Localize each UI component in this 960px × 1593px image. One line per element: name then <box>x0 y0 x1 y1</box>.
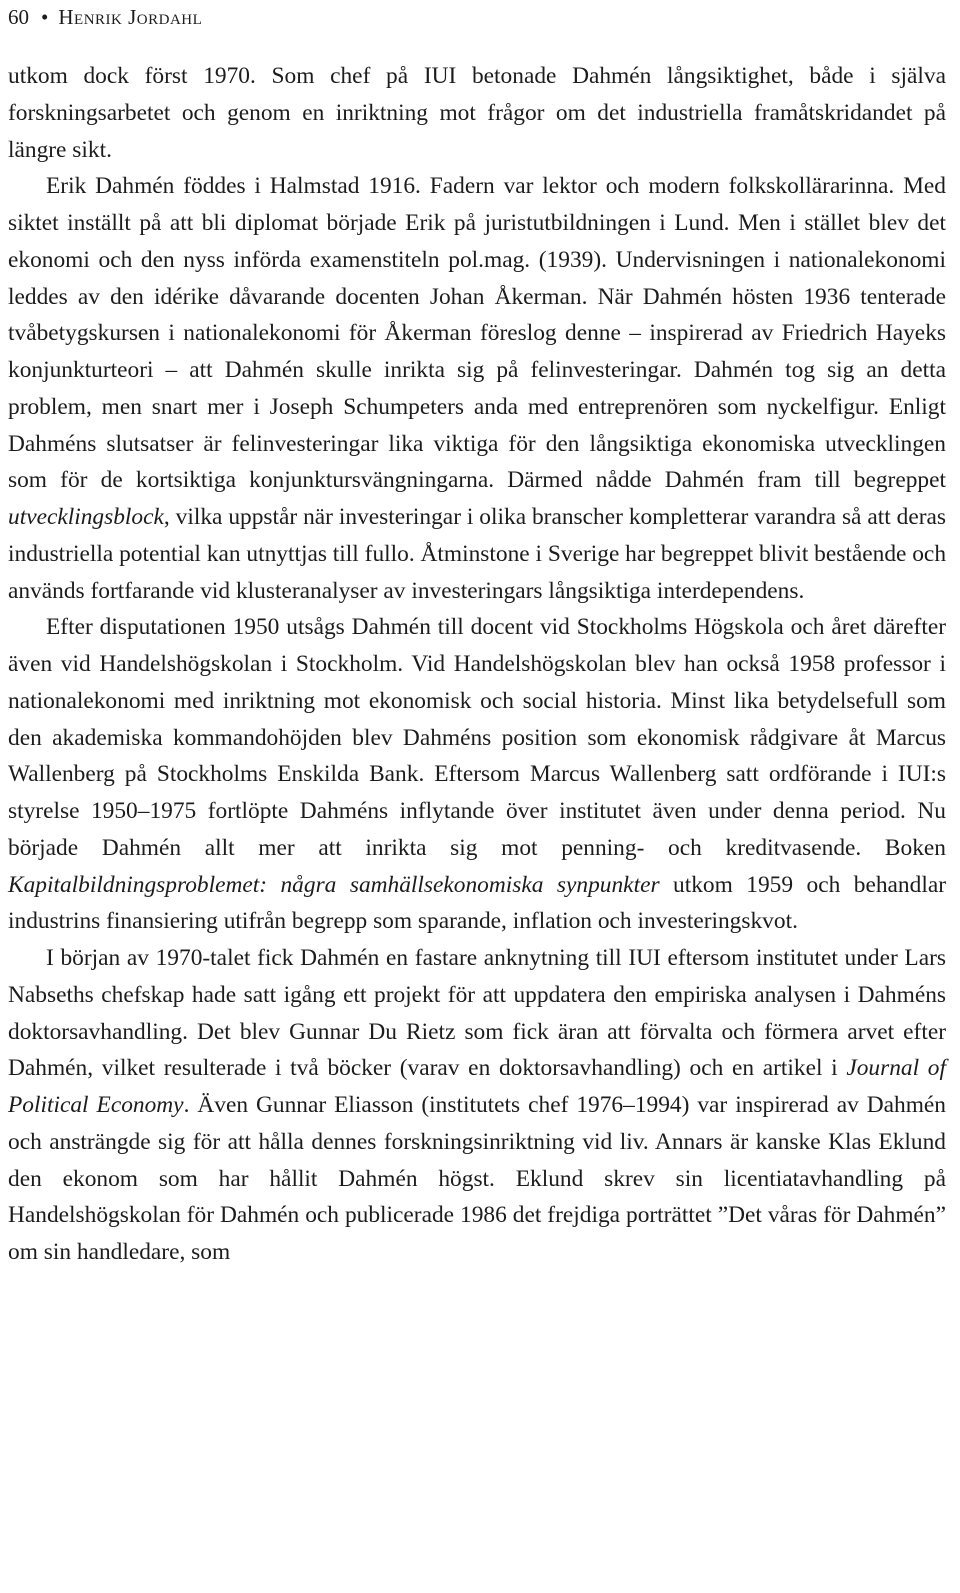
paragraph-3-text-b: utkom 1959 och behandlar industrins finansiering utifrån begrepp som sparande, inflation och investeringskvot. <box>8 871 946 935</box>
page-number: 60 <box>8 5 29 29</box>
running-head <box>8 2 202 32</box>
term-utvecklingsblock: utvecklingsblock <box>8 504 164 530</box>
book-title-kapitalbildningsproblemet: Kapitalbildningsproblemet: några samhällsekonomiska synpunkter <box>8 871 660 898</box>
header-separator: • <box>41 5 49 29</box>
paragraph-2-text-a: Erik Dahmén föddes i Halmstad 1916. Fadern var lektor och modern folkskollärarinna. Med siktet inställt på att bli diplomat började Erik på juristutbildningen i Lund. Men i stället blev det ekonomi och den nyss införda examenstiteln pol.mag. (1939). Undervisningen i nationalekonomi leddes av den idérike dåvarande docenten Johan Åkerman. När Dahmén hösten 1936 tenterade tvåbetygskursen i nationalekonomi för Åkerman föreslog denne – inspirerad av Friedrich Hayeks konjunkturteori – att Dahmén skulle inrikta sig på felinvesteringar. Dahmén tog sig an detta problem, men snart mer i Joseph Schumpeters anda med entreprenören som nyckelfigur. Enligt Dahméns slutsatser är felinvesteringar lika viktiga för den långsiktiga ekonomiska utvecklingen som för de kortsiktiga konjunktursvängningarna. Därmed nådde Dahmén fram till begreppet <box>8 173 946 494</box>
paragraph-1-text: utkom dock först 1970. Som chef på IUI betonade Dahmén långsiktighet, både i själva forskningsarbetet och genom en inriktning mot frågor om det industriella framåtskridandet på längre sikt. <box>8 63 946 163</box>
paragraph-4-text-a: I början av 1970-talet fick Dahmén en fastare anknytning till IUI eftersom institutet under Lars Nabseths chefskap hade satt igång ett projekt för att uppdatera den empiriska analysen i Dahméns doktorsavhandling. Det blev Gunnar Du Rietz som fick äran att förvalta och förmera arvet efter Dahmén, vilket resulterade i två böcker (varav en doktorsavhandling) och en artikel i <box>8 945 946 1082</box>
paragraph-2-text-b: , vilka uppstår när investeringar i olika branscher kompletterar varandra så att deras industriella potential kan utnyttjas till fullo. Åtminstone i Sverige har begreppet blivit bestående och används fortfarande vid klusteranalyser av investeringars långsiktiga interdependens. <box>8 504 947 604</box>
paragraph-4 <box>8 940 946 1271</box>
paragraph-3-text-a: Efter disputationen 1950 utsågs Dahmén till docent vid Stockholms Högskola och året därefter även vid Handelshögskolan i Stockholm. Vid Handelshögskolan blev han också 1958 professor i nationalekonomi med inriktning mot ekonomisk och social historia. Minst lika betydelsefull som den akademiska kommandohöjden blev Dahméns position som ekonomisk rådgivare åt Marcus Wallenberg på Stockholms Enskilda Bank. Eftersom Marcus Wallenberg satt ordförande i IUI:s styrelse 1950–1975 fortlöpte Dahméns inflytande över institutet även under denna period. Nu började Dahmén allt mer att inrikta sig mot penning- och kreditvasende. Boken <box>8 614 946 861</box>
paragraph-1 <box>8 58 946 168</box>
paragraph-2 <box>8 168 946 609</box>
journal-title: Journal of Political Economy <box>8 1055 947 1118</box>
paragraph-4-text-b: . Även Gunnar Eliasson (institutets chef 1976–1994) var inspirerad av Dahmén och ansträngde sig för att hålla dennes forskningsinriktning vid liv. Annars är kanske Klas Eklund den ekonom som har hållit Dahmén högst. Eklund skrev sin licentiatavhandling på Handelshögskolan för Dahmén och publicerade 1986 det frejdiga porträttet ”Det våras för Dahmén” om sin handledare, som <box>8 1092 946 1265</box>
paragraph-3 <box>8 609 946 940</box>
running-head-author: Henrik Jordahl <box>58 5 203 29</box>
body-text <box>8 58 946 1271</box>
